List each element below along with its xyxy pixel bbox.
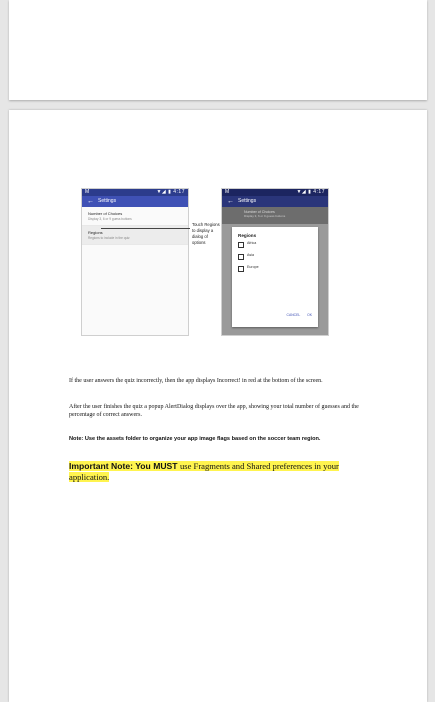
checkbox-icon xyxy=(238,254,244,260)
dimmed-pref-title: Number of Choices xyxy=(244,210,275,214)
regions-dialog-mockup xyxy=(221,188,329,336)
option-europe xyxy=(232,264,318,274)
app-bar-title: Settings xyxy=(98,198,117,204)
option-asia xyxy=(232,252,318,262)
important-note xyxy=(69,461,369,483)
pref-title: Regions xyxy=(88,230,103,235)
status-right: ▼◢ ▮ 4:17 xyxy=(296,189,325,195)
app-bar xyxy=(222,196,328,207)
ok-button-label: OK xyxy=(307,313,312,317)
callout-text: Touch Regions to display a dialog of options xyxy=(192,222,220,245)
back-arrow-icon: ← xyxy=(87,198,94,205)
paragraph-alertdialog: After the user finishes the quiz a popup AlertDialog displays over the app, showing your total number of guesses and the percentage of correct answers. xyxy=(69,404,359,418)
option-label: Asia xyxy=(247,253,254,257)
checkbox-icon xyxy=(238,266,244,272)
pref-title: Number of Choices xyxy=(88,211,123,216)
option-label: Europe xyxy=(247,265,259,269)
important-rest: use Fragments and Shared preferences in your application. xyxy=(69,461,339,482)
pref-summary: Display 3, 6 or 9 guess buttons xyxy=(88,217,132,221)
status-bar xyxy=(222,189,328,196)
pref-number-of-choices xyxy=(82,207,188,226)
note-assets-folder: Note: Use the assets folder to organize your app image flags based on the soccer team region. xyxy=(69,436,321,442)
status-bar xyxy=(82,189,188,196)
option-label: Africa xyxy=(247,241,257,245)
document-page xyxy=(9,110,427,702)
paragraph-incorrect: If the user answers the quiz incorrectly, then the app displays Incorrect! in red at the bottom of the screen. xyxy=(69,378,323,384)
dialog-buttons xyxy=(281,313,313,317)
option-africa xyxy=(232,240,318,250)
dimmed-pref-summary: Display 3, 6 or 9 guess buttons xyxy=(244,214,286,218)
previous-page-sheet xyxy=(9,0,427,100)
important-label: Important Note: xyxy=(69,461,133,471)
important-must: You MUST xyxy=(132,461,180,471)
status-left: M xyxy=(85,189,90,195)
status-right: ▼◢ ▮ 4:17 xyxy=(156,189,185,195)
checkbox-icon xyxy=(238,242,244,248)
dialog-title: Regions xyxy=(238,233,257,238)
regions-dialog xyxy=(232,227,318,327)
dimmed-pref xyxy=(222,207,328,224)
back-arrow-icon: ← xyxy=(227,198,234,205)
app-bar xyxy=(82,196,188,207)
status-left: M xyxy=(225,189,230,195)
settings-screen-mockup xyxy=(81,188,189,336)
callout-line xyxy=(101,228,190,229)
app-bar-title: Settings xyxy=(238,198,257,204)
pref-summary: Regions to include in the quiz xyxy=(88,236,130,240)
cancel-button-label: CANCEL xyxy=(286,313,301,317)
